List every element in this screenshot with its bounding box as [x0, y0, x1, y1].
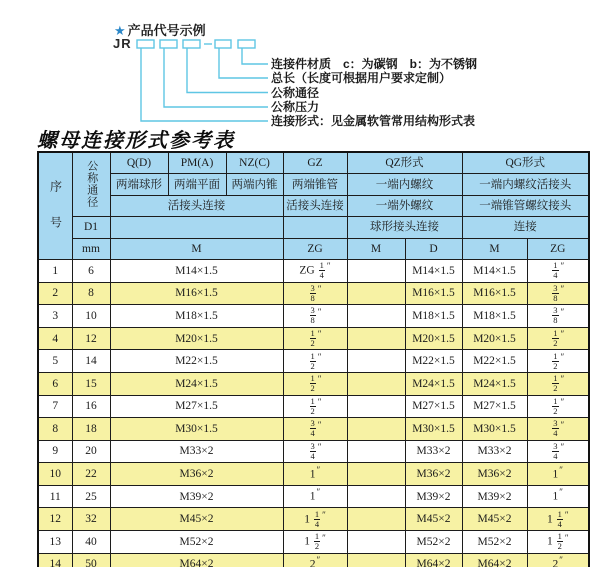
cell-qg_zg: [527, 553, 589, 567]
cell-text: ″: [559, 464, 563, 475]
cell-text: ″: [560, 351, 565, 362]
connector-line-connection: [141, 48, 268, 121]
cell-m: M16×1.5: [110, 282, 283, 305]
table-title: 螺母连接形式参考表: [37, 128, 235, 152]
cell-text: 3: [553, 418, 558, 429]
cell-text: ″: [316, 487, 321, 498]
cell-text: 2: [314, 541, 320, 552]
cell-qg_zg: [527, 327, 589, 350]
code-box-1: [137, 40, 154, 48]
header-pm-desc: 两端平面: [168, 174, 226, 195]
header-row-1: [38, 152, 589, 174]
header-dn: [72, 152, 110, 217]
cell-no: 7: [38, 395, 72, 418]
header-col-gz: GZ: [283, 152, 347, 174]
cell-qg_m: M64×2: [462, 553, 527, 567]
cell-text: 1: [309, 490, 316, 503]
fraction: [552, 329, 558, 348]
cell-qz_d: M52×2: [405, 531, 462, 554]
cell-text: ″: [560, 374, 565, 385]
cell-gz: [283, 508, 347, 531]
cell-qz_m: [347, 372, 405, 395]
header-qg-conn: 连接: [462, 217, 589, 238]
cell-qg_m: M33×2: [462, 440, 527, 463]
cell-no: 10: [38, 463, 72, 486]
fraction: [552, 261, 558, 280]
cell-text: 2: [310, 383, 315, 394]
cell-dn: 16: [72, 395, 110, 418]
cell-m: M18×1.5: [110, 305, 283, 328]
cell-text: 1: [553, 373, 558, 384]
cell-text: 3: [310, 282, 315, 293]
cell-m: M30×1.5: [110, 418, 283, 441]
cell-qz_d: M24×1.5: [405, 372, 462, 395]
table-row: [38, 553, 589, 567]
header-m: M: [110, 238, 283, 259]
cell-text: ″: [317, 283, 322, 294]
cell-text: 8: [553, 315, 558, 326]
cell-text: 1: [314, 531, 320, 542]
cell-text: 4: [319, 270, 324, 281]
cell-qz_m: [347, 463, 405, 486]
fraction: [319, 261, 325, 280]
cell-qg_m: M39×2: [462, 485, 527, 508]
cell-text: ″: [317, 306, 322, 317]
cell-qz_m: [347, 508, 405, 531]
cell-no: 12: [38, 508, 72, 531]
cell-text: 1: [310, 350, 315, 361]
header-col-qz: QZ形式: [347, 152, 462, 174]
cell-no: 3: [38, 305, 72, 328]
fraction: [310, 419, 316, 438]
cell-qg_zg: [527, 440, 589, 463]
cell-text: 3: [310, 418, 315, 429]
table-row: [38, 440, 589, 463]
cell-gz: [283, 463, 347, 486]
cell-qz_d: M22×1.5: [405, 350, 462, 373]
cell-text: ″: [316, 555, 321, 566]
table-row: [38, 395, 589, 418]
table-row: [38, 508, 589, 531]
table-body: [38, 259, 589, 567]
cell-gz: [283, 259, 347, 282]
header-seq-label: 序号: [48, 180, 63, 253]
cell-no: 9: [38, 440, 72, 463]
cell-no: 8: [38, 418, 72, 441]
cell-text: ″: [322, 532, 326, 543]
cell-gz: [283, 282, 347, 305]
cell-m: M14×1.5: [110, 259, 283, 282]
cell-qg_m: M14×1.5: [462, 259, 527, 282]
cell-qz_d: M27×1.5: [405, 395, 462, 418]
cell-text: ″: [560, 442, 565, 453]
cell-text: 4: [314, 518, 320, 529]
cell-text: 1: [309, 468, 316, 481]
connector-line-material: [242, 48, 268, 64]
cell-m: M64×2: [110, 553, 283, 567]
fraction: [552, 442, 558, 461]
diagram-label-material: 连接件材质 c：为碳钢 b：为不锈钢: [271, 57, 478, 71]
cell-text: ″: [317, 374, 322, 385]
fraction: [552, 284, 558, 303]
cell-dn: 10: [72, 305, 110, 328]
cell-text: 8: [553, 292, 558, 303]
header-d1: D1: [72, 217, 110, 238]
cell-text: 1: [557, 508, 562, 519]
header-seq: [38, 152, 72, 259]
header-qg-desc1: 一端内螺纹活接头: [462, 174, 589, 195]
cell-no: 5: [38, 350, 72, 373]
cell-text: ″: [559, 555, 563, 566]
code-box-2: [160, 40, 177, 48]
cell-text: 2: [557, 541, 562, 552]
cell-gz: [283, 372, 347, 395]
fraction: [552, 397, 558, 416]
cell-qz_m: [347, 305, 405, 328]
cell-text: 8: [310, 292, 315, 303]
cell-text: 2: [310, 405, 315, 416]
cell-text: ″: [564, 532, 569, 543]
cell-text: 3: [553, 282, 558, 293]
header-dn-label: 公称通径: [85, 159, 98, 208]
cell-text: 1: [319, 260, 324, 271]
cell-dn: 40: [72, 531, 110, 554]
cell-qz_m: [347, 395, 405, 418]
cell-text: 2: [310, 338, 315, 349]
cell-text: 3: [553, 441, 558, 451]
fraction: [552, 419, 558, 438]
header-gz-conn: 活接头连接: [283, 195, 347, 216]
cell-text: 1: [557, 531, 562, 542]
diagram-label-connection: 连接形式：见金属软管常用结构形式表: [271, 114, 476, 128]
header-col-nz: NZ(C): [226, 152, 283, 174]
product-code-prefix: JR: [113, 36, 132, 51]
table-row: [38, 327, 589, 350]
cell-no: 14: [38, 553, 72, 567]
cell-qg_zg: [527, 305, 589, 328]
fraction: [314, 532, 320, 551]
code-box-5: [238, 40, 255, 48]
cell-m: M20×1.5: [110, 327, 283, 350]
cell-qg_m: M24×1.5: [462, 372, 527, 395]
table-row: [38, 350, 589, 373]
header-qz-m: M: [347, 238, 405, 259]
cell-qz_m: [347, 440, 405, 463]
cell-dn: 14: [72, 350, 110, 373]
cell-qg_m: M22×1.5: [462, 350, 527, 373]
cell-m: M52×2: [110, 531, 283, 554]
cell-qz_d: M16×1.5: [405, 282, 462, 305]
cell-qg_zg: [527, 259, 589, 282]
cell-text: 4: [553, 451, 558, 461]
cell-dn: 18: [72, 418, 110, 441]
cell-qz_m: [347, 327, 405, 350]
cell-text: ″: [317, 419, 322, 430]
cell-qg_m: M36×2: [462, 463, 527, 486]
cell-qg_m: M45×2: [462, 508, 527, 531]
cell-text: 1: [314, 508, 320, 519]
cell-gz: [283, 327, 347, 350]
cell-qz_d: M33×2: [405, 440, 462, 463]
cell-text: 8: [310, 315, 315, 326]
nut-connection-reference-table: [37, 151, 590, 567]
cell-text: 3: [310, 305, 315, 316]
cell-qz_d: M20×1.5: [405, 327, 462, 350]
cell-text: ″: [317, 442, 322, 453]
cell-no: 1: [38, 259, 72, 282]
cell-dn: 8: [72, 282, 110, 305]
cell-qg_m: M18×1.5: [462, 305, 527, 328]
cell-text: 2: [310, 360, 315, 371]
diagram-label-pressure: 公称压力: [271, 100, 320, 114]
cell-qz_d: M18×1.5: [405, 305, 462, 328]
header-col-q: Q(D): [110, 152, 168, 174]
fraction: [552, 352, 558, 371]
table-row: [38, 305, 589, 328]
cell-dn: 12: [72, 327, 110, 350]
cell-text: ″: [317, 351, 322, 362]
header-nz-desc: 两端内锥: [226, 174, 283, 195]
header-gz-desc: 两端锥管: [283, 174, 347, 195]
cell-gz: [283, 305, 347, 328]
star-icon: ★: [114, 23, 126, 38]
cell-gz: [283, 350, 347, 373]
cell-qg_zg: [527, 463, 589, 486]
cell-text: 1: [304, 513, 313, 526]
cell-qz_m: [347, 418, 405, 441]
cell-text: 3: [310, 441, 315, 451]
cell-text: ″: [560, 396, 565, 407]
fraction: [552, 374, 558, 393]
cell-m: M22×1.5: [110, 350, 283, 373]
cell-gz: [283, 440, 347, 463]
cell-no: 11: [38, 485, 72, 508]
cell-text: 4: [310, 451, 315, 461]
cell-text: 2: [553, 383, 558, 394]
cell-qz_d: M14×1.5: [405, 259, 462, 282]
cell-text: ″: [560, 261, 565, 272]
cell-qz_d: M39×2: [405, 485, 462, 508]
cell-qg_m: M20×1.5: [462, 327, 527, 350]
cell-m: M45×2: [110, 508, 283, 531]
cell-text: 1: [552, 468, 559, 481]
header-qz-conn: 球形接头连接: [347, 217, 462, 238]
cell-dn: 32: [72, 508, 110, 531]
cell-text: ″: [564, 509, 569, 520]
code-box-4: [215, 40, 231, 48]
cell-text: 4: [310, 428, 315, 439]
cell-m: M33×2: [110, 440, 283, 463]
cell-qz_d: M45×2: [405, 508, 462, 531]
cell-qg_m: M27×1.5: [462, 395, 527, 418]
header-empty-cell: [110, 217, 283, 238]
cell-m: M39×2: [110, 485, 283, 508]
table-row: [38, 485, 589, 508]
cell-text: 4: [553, 270, 558, 281]
table-header: [38, 152, 589, 259]
connector-line-length: [219, 48, 268, 78]
fraction: [557, 532, 563, 551]
cell-text: 1: [553, 260, 558, 271]
table-row: [38, 418, 589, 441]
cell-qg_zg: [527, 372, 589, 395]
fraction: [310, 374, 316, 393]
cell-text: 4: [553, 428, 558, 439]
cell-text: 2: [553, 360, 558, 371]
cell-qz_m: [347, 259, 405, 282]
cell-m: M24×1.5: [110, 372, 283, 395]
table-row: [38, 259, 589, 282]
cell-gz: [283, 395, 347, 418]
cell-no: 6: [38, 372, 72, 395]
cell-dn: 20: [72, 440, 110, 463]
cell-dn: 50: [72, 553, 110, 567]
fraction: [310, 397, 316, 416]
cell-dn: 6: [72, 259, 110, 282]
cell-dn: 22: [72, 463, 110, 486]
cell-gz: [283, 553, 347, 567]
header-union-conn: 活接头连接: [110, 195, 283, 216]
cell-m: M36×2: [110, 463, 283, 486]
connector-line-diameter: [187, 48, 268, 93]
table-row: [38, 463, 589, 486]
cell-dn: 15: [72, 372, 110, 395]
diagram-title-text: 产品代号示例: [127, 23, 206, 38]
table-row: [38, 531, 589, 554]
cell-text: 1: [553, 328, 558, 339]
cell-qg_m: M30×1.5: [462, 418, 527, 441]
cell-text: 2: [309, 558, 316, 567]
cell-qg_zg: [527, 282, 589, 305]
header-col-pm: PM(A): [168, 152, 226, 174]
header-row-5: [38, 238, 589, 259]
header-row-3: [38, 195, 589, 216]
cell-qz_d: M64×2: [405, 553, 462, 567]
cell-qg_zg: [527, 395, 589, 418]
cell-no: 4: [38, 327, 72, 350]
fraction: [314, 510, 320, 529]
header-row-2: [38, 174, 589, 195]
cell-text: 2: [552, 558, 559, 567]
header-qg-desc2: 一端锥管螺纹接头: [462, 195, 589, 216]
table-row: [38, 282, 589, 305]
cell-text: 1: [310, 373, 315, 384]
header-qg-zg: ZG: [527, 238, 589, 259]
header-qz-d: D: [405, 238, 462, 259]
header-col-qg: QG形式: [462, 152, 589, 174]
header-qg-m: M: [462, 238, 527, 259]
table-row: [38, 372, 589, 395]
cell-qg_zg: [527, 531, 589, 554]
cell-text: ″: [560, 306, 565, 317]
diagram-label-diameter: 公称通径: [271, 85, 320, 100]
cell-text: ″: [317, 396, 322, 407]
cell-qg_zg: [527, 350, 589, 373]
cell-text: 1: [310, 328, 315, 339]
cell-text: 2: [553, 338, 558, 349]
cell-text: ZG: [299, 264, 318, 277]
cell-no: 13: [38, 531, 72, 554]
cell-m: M27×1.5: [110, 395, 283, 418]
cell-text: 1: [546, 535, 556, 548]
cell-gz: [283, 418, 347, 441]
cell-gz: [283, 485, 347, 508]
cell-text: ″: [326, 261, 331, 272]
cell-no: 2: [38, 282, 72, 305]
header-zg: ZG: [283, 238, 347, 259]
header-row-4: [38, 217, 589, 238]
cell-text: 1: [553, 395, 558, 406]
header-empty-cell: [283, 217, 347, 238]
cell-qz_m: [347, 350, 405, 373]
cell-qg_m: M16×1.5: [462, 282, 527, 305]
header-qz-desc1: 一端内螺纹: [347, 174, 462, 195]
header-mm: mm: [72, 238, 110, 259]
cell-qz_d: M36×2: [405, 463, 462, 486]
fraction: [310, 352, 316, 371]
cell-qz_m: [347, 282, 405, 305]
fraction: [310, 442, 316, 461]
cell-qg_zg: [527, 418, 589, 441]
cell-text: 1: [310, 395, 315, 406]
cell-qg_zg: [527, 508, 589, 531]
cell-text: ″: [560, 283, 565, 294]
fraction: [310, 284, 316, 303]
cell-qz_m: [347, 531, 405, 554]
fraction: [310, 329, 316, 348]
cell-text: 4: [557, 518, 562, 529]
diagram-label-length: 总长（长度可根据用户要求定制）: [271, 71, 452, 85]
cell-text: ″: [322, 509, 326, 520]
cell-qz_d: M30×1.5: [405, 418, 462, 441]
cell-gz: [283, 531, 347, 554]
cell-text: ″: [559, 487, 563, 498]
cell-text: 3: [553, 305, 558, 316]
cell-qz_m: [347, 485, 405, 508]
cell-dn: 25: [72, 485, 110, 508]
cell-text: ″: [560, 419, 565, 430]
cell-text: 1: [552, 490, 559, 503]
cell-qg_m: M52×2: [462, 531, 527, 554]
cell-text: ″: [560, 329, 565, 340]
cell-text: 1: [546, 513, 556, 526]
fraction: [557, 510, 563, 529]
cell-qz_m: [347, 553, 405, 567]
header-qz-desc2: 一端外螺纹: [347, 195, 462, 216]
cell-text: ″: [317, 329, 322, 340]
code-box-3: [183, 40, 200, 48]
fraction: [552, 306, 558, 325]
cell-qg_zg: [527, 485, 589, 508]
cell-text: 2: [553, 405, 558, 416]
header-q-desc: 两端球形: [110, 174, 168, 195]
cell-text: 1: [304, 535, 313, 548]
cell-text: ″: [316, 464, 321, 475]
fraction: [310, 306, 316, 325]
product-code-diagram: [0, 0, 600, 132]
cell-text: 1: [553, 350, 558, 361]
